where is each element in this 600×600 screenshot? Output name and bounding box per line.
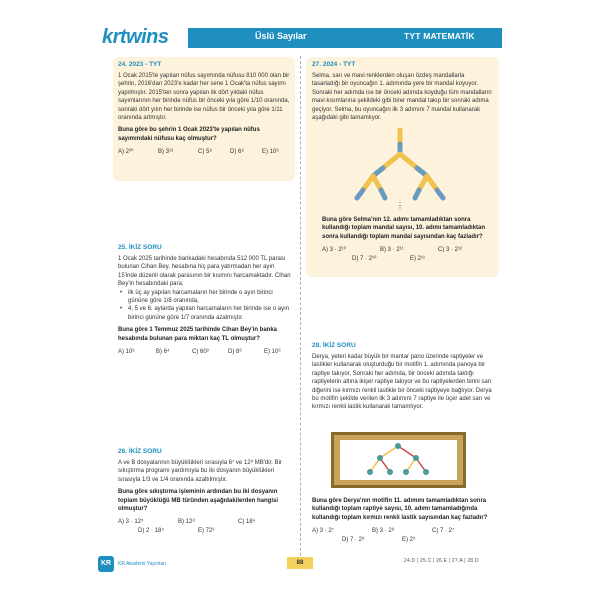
svg-text:⋮: ⋮: [396, 201, 404, 210]
question-24: [118, 60, 292, 157]
option-c[interactable]: C) 3 · 2¹²: [438, 247, 462, 254]
question-number: 27. 2024 - TYT: [312, 61, 356, 68]
option-c[interactable]: C) 7 · 2⁷: [432, 528, 455, 535]
question-text: Derya, yeteri kadar büyük bir mantar pano üzerinde raptiyeler ve lastikler kullanarak oluşturduğu bir motifin 1. adımında panoya bir raptiye takıyor. Sonraki her adımda, bir önceki adımda taktığı raptiyelerin altına ikişer raptiye takıyor ve bu raptiyelerden birini sarı diğerini ise kırmızı renkli lastikle bir önceki raptiyeye bağlıyor. Derya bu motifin şekilde verilen ilk 3 adımını 7 raptiye ile üçer adet sarı ve kırmızı renkli lastik kullanarak tamamlıyor.: [312, 354, 492, 411]
question-text: A ve B dosyalarının büyüklükleri sırasıyla 6⁷ ve 12⁸ MB'dir. Bir sıkıştırma programı yardımıyla bu iki dosyanın büyüklükleri sırasıyla 1/3 ve 1/4 oranında azaltılmıştır.: [118, 460, 282, 483]
option-e[interactable]: E) 72³: [198, 527, 215, 534]
options: [118, 348, 294, 356]
option-b[interactable]: B) 3¹³: [158, 149, 173, 156]
column-divider: [300, 56, 301, 566]
question-number: 28. İKİZ SORU: [312, 342, 356, 349]
option-a[interactable]: A) 2²⁰: [118, 149, 134, 156]
question-number: 25. İKİZ SORU: [118, 244, 162, 251]
question-stem: Buna göre sıkıştırma işleminin ardından bu iki dosyanın toplam büyüklüğü MB türünden aşağıdakilerden hangisi olmuştur?: [118, 489, 279, 513]
question-bullet-1: • ilk üç ay yapılan harcamaların her birinde o ayın birinci gününe göre 1/8 oranında,: [118, 289, 294, 306]
question-text: Selma, sarı ve mavi renklerden oluşan özdeş mandallarla tasarladığı bir oyuncağın 1. adımında yere bir mandal koyuyor. Sonraki her adımda ise bir önceki adımda koyduğu tüm mandalların mavi kısımlarına şekildeki gibi birer mandal takıp bir sonraki adıma geçiyor. Selma, bu oyuncağın ilk 3 adımını 7 mandal kullanarak aşağıdaki gibi tamamlıyor.: [312, 73, 492, 122]
options: [118, 148, 292, 156]
options: [322, 246, 494, 263]
option-b[interactable]: B) 6⁴: [156, 349, 170, 355]
question-stem: Buna göre bu şehrin 1 Ocak 2023'te yapılan nüfus sayımındaki nüfusu kaç olmuştur?: [118, 127, 260, 142]
option-d[interactable]: D) 7 · 2⁸: [342, 536, 365, 543]
pushpin-board-figure: [331, 432, 466, 488]
option-d[interactable]: D) 7 · 2¹⁰: [352, 255, 377, 262]
option-d[interactable]: D) 6⁸: [230, 149, 244, 156]
question-27-stem: [322, 212, 494, 263]
option-e[interactable]: E) 2¹¹: [410, 255, 425, 262]
question-26: [118, 447, 294, 535]
pushpin-motif: [340, 440, 457, 480]
publisher-name: KR Akademi Yayınları: [118, 561, 167, 567]
question-bullet-2: • 4, 5 ve 6. aylarda yapılan harcamaların her birinde ise o ayın birinci gününe göre 1/7 oranında azalmıştır.: [118, 305, 294, 322]
question-number: 24. 2023 - TYT: [118, 61, 162, 68]
question-27: [312, 60, 494, 122]
question-28-stem: [312, 493, 496, 544]
question-28: [312, 341, 496, 412]
options: [118, 518, 294, 535]
option-a[interactable]: A) 3 · 12⁵: [118, 519, 144, 526]
question-stem: Buna göre 1 Temmuz 2025 tarihinde Cihan Bey'in banka hesabında bulunan para miktarı kaç TL olmuştur?: [118, 327, 278, 342]
option-b[interactable]: B) 3 · 2¹¹: [380, 247, 404, 254]
topic-title: Üslü Sayılar: [255, 31, 307, 41]
option-e[interactable]: E) 10⁶: [262, 149, 279, 156]
question-stem: Buna göre Selma'nın 12. adımı tamamladıktan sonra kullandığı toplam mandal sayısı, 10. adımı tamamladıktan sonra kullandığı toplam mandal sayısından kaç fazladır?: [322, 217, 486, 240]
option-a[interactable]: A) 3 · 2¹⁰: [322, 247, 347, 254]
option-d[interactable]: D) 2 · 18⁴: [138, 527, 164, 534]
option-e[interactable]: E) 2⁹: [402, 536, 416, 543]
publisher-logo: krtwins: [96, 24, 188, 50]
question-25: [118, 243, 294, 356]
question-text: 1 Ocak 2025 tarihinde bankadaki hesabında 512 000 TL parası bulunan Cihan Bey, hesabına hiç para yatırmadan her ayın 15'inde düzenli olarak parasının bir kısmını harcamaktadır. Cihan Bey'in hesabındaki para;: [118, 256, 291, 288]
cork-board: [340, 440, 457, 480]
option-a[interactable]: A) 10³: [118, 349, 135, 355]
option-b[interactable]: B) 12⁸: [178, 519, 195, 526]
question-text: 1 Ocak 2015'te yapılan nüfus sayımında nüfusu 810 000 olan bir şehrin, 2016'dan 2023'e kadar her sene 1 Ocak'ta nüfus sayımı yapılmıştır. 2015'ten sonra yapılan ilk dört yıldaki nüfus sayımlarının her birinde nüfus bir önceki yıla göre 1/10 oranında, sonraki dört yılın her birinde ise nüfus bir önceki yıla göre 1/11 oranında artmıştır.: [118, 73, 290, 122]
option-d[interactable]: D) 8⁶: [228, 349, 242, 355]
question-number: 26. İKİZ SORU: [118, 448, 162, 455]
option-e[interactable]: E) 10⁶: [264, 349, 281, 355]
options: [312, 527, 496, 544]
footer-logo: KR: [98, 556, 114, 572]
clothespin-figure: [345, 120, 455, 210]
option-c[interactable]: C) 18⁴: [238, 519, 256, 526]
answer-key: 24.D | 25.C | 26.E | 27.A | 28.D: [404, 558, 479, 564]
option-c[interactable]: C) 5⁸: [198, 149, 212, 156]
option-c[interactable]: C) 60³: [192, 349, 209, 355]
question-stem: Buna göre Derya'nın motifin 11. adımını tamamladıktan sonra kullandığı toplam raptiye sayısı, 10. adımı tamamladığında kullandığı toplam kırmızı renkli lastik sayısından kaç fazladır?: [312, 498, 488, 521]
page-number: 88: [287, 557, 313, 569]
option-b[interactable]: B) 3 · 2⁸: [372, 528, 395, 535]
option-a[interactable]: A) 3 · 2⁷: [312, 528, 334, 535]
subject-title: TYT MATEMATİK: [404, 31, 475, 41]
